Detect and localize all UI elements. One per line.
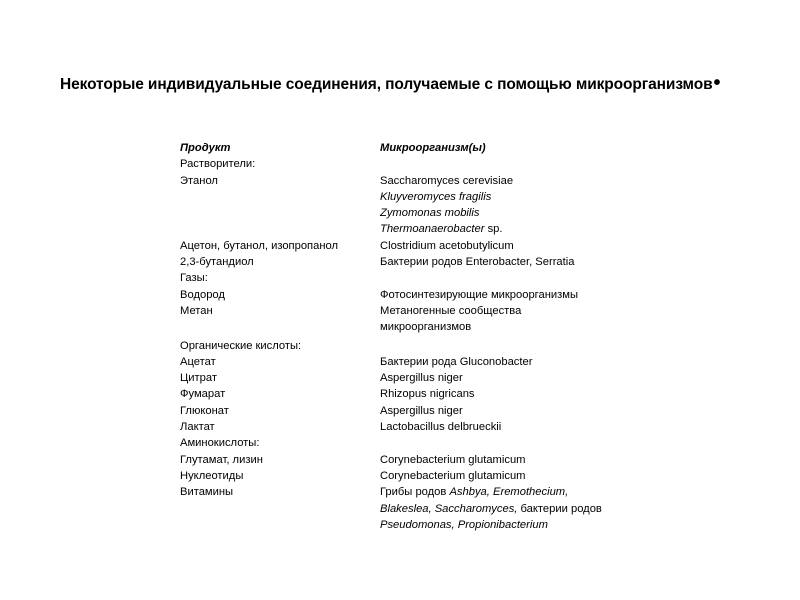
organism-suffix: sp. <box>484 223 503 236</box>
table-row <box>180 238 650 254</box>
product-cell: Этанол <box>180 174 218 187</box>
table-row <box>180 370 650 386</box>
organism-cell: Бактерии рода Gluconobacter <box>380 355 533 368</box>
table-row <box>180 403 650 419</box>
category-label: Органические кислоты: <box>180 339 302 352</box>
organism-line: микроорганизмов <box>380 321 472 334</box>
organism-cell: Corynebacterium glutamicum <box>380 469 526 482</box>
product-cell: Метан <box>180 304 213 317</box>
table-row <box>180 354 650 370</box>
organism-cell: Rhizopus nigricans <box>380 388 475 401</box>
organism-cell: Corynebacterium glutamicum <box>380 453 526 466</box>
product-cell: Фумарат <box>180 388 226 401</box>
table-row <box>180 303 650 336</box>
title-bullet: • <box>713 72 721 94</box>
organism-name: Thermoanaerobacter <box>380 223 485 236</box>
organism-cell <box>380 303 640 336</box>
category-row <box>180 435 650 451</box>
table-row <box>180 173 650 238</box>
organism-line <box>380 484 640 500</box>
product-cell: Цитрат <box>180 372 217 385</box>
category-label: Газы: <box>180 272 208 285</box>
table-row <box>180 419 650 435</box>
table-row <box>180 484 650 533</box>
page-title <box>60 72 780 94</box>
category-label: Аминокислоты: <box>180 437 260 450</box>
organism-cell <box>380 484 640 533</box>
organism-cell: Aspergillus niger <box>380 372 463 385</box>
page-title-text: Некоторые индивидуальные соединения, получаемые с помощью микроорганизмов <box>60 76 713 93</box>
category-row <box>180 270 650 286</box>
organism-name: Blakeslea, Saccharomyces, <box>380 502 518 515</box>
category-row <box>180 338 650 354</box>
table-row <box>180 386 650 402</box>
organism-line: Pseudomonas, Propionibacterium <box>380 518 548 531</box>
organism-text: Грибы родов <box>380 486 450 499</box>
table-row <box>180 468 650 484</box>
organism-text: бактерии родов <box>517 502 602 515</box>
organism-cell: Фотосинтезирующие микроорганизмы <box>380 288 579 301</box>
product-cell: 2,3-бутандиол <box>180 256 254 269</box>
organism-line: Zymomonas mobilis <box>380 207 480 220</box>
product-cell: Ацетон, бутанол, изопропанол <box>180 239 339 252</box>
product-cell: Глюконат <box>180 404 229 417</box>
product-cell: Лактат <box>180 421 215 434</box>
organism-cell: Aspergillus niger <box>380 404 463 417</box>
table-row <box>180 287 650 303</box>
organism-cell <box>380 173 640 238</box>
organism-cell: Clostridium acetobutylicum <box>380 239 514 252</box>
organism-line: Saccharomyces cerevisiae <box>380 174 514 187</box>
product-cell: Глутамат, лизин <box>180 453 263 466</box>
organism-name: Ashbya, Eremothecium, <box>449 486 569 499</box>
organism-line <box>380 501 640 517</box>
table-row <box>180 254 650 270</box>
organism-cell: Lactobacillus delbrueckii <box>380 421 502 434</box>
category-label: Растворители: <box>180 158 256 171</box>
category-row <box>180 156 650 172</box>
organism-line: Kluyveromyces fragilis <box>380 190 492 203</box>
products-table <box>180 140 650 533</box>
organism-line: Метаногенные сообщества <box>380 304 522 317</box>
table-row <box>180 452 650 468</box>
product-cell: Ацетат <box>180 355 216 368</box>
organism-cell: Бактерии родов Enterobacter, Serratia <box>380 256 575 269</box>
header-organism: Микроорганизм(ы) <box>380 142 486 154</box>
product-cell: Нуклеотиды <box>180 469 244 482</box>
table-header-row <box>180 140 650 156</box>
organism-line <box>380 221 640 237</box>
product-cell: Водород <box>180 288 225 301</box>
header-product: Продукт <box>180 142 231 154</box>
product-cell: Витамины <box>180 486 234 499</box>
